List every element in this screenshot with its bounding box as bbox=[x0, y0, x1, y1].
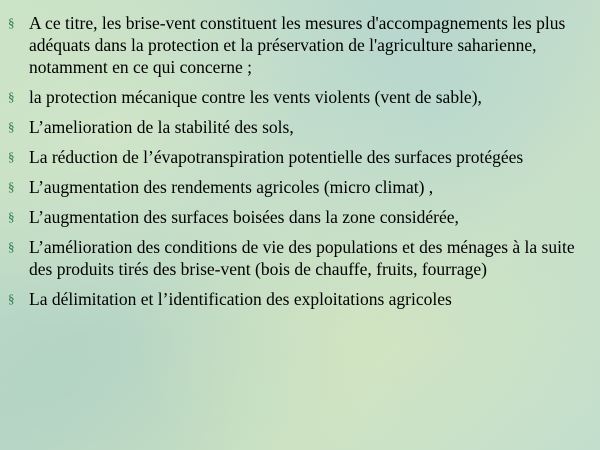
section-sign-bullet-icon: § bbox=[8, 15, 15, 30]
list-item-text: L’augmentation des rendements agricoles (micro climat) , bbox=[29, 177, 434, 197]
bullet-list bbox=[8, 12, 593, 318]
list-item-text: la protection mécanique contre les vents violents (vent de sable), bbox=[29, 87, 482, 107]
section-sign-bullet-icon: § bbox=[8, 149, 15, 164]
list-item bbox=[8, 288, 593, 310]
list-item bbox=[8, 236, 593, 280]
list-item-text: A ce titre, les brise-vent constituent les mesures d'accompagnements les plus adéquats dans la protection et la préservation de l'agriculture saharienne, notamment en ce qui concerne ; bbox=[29, 13, 566, 77]
list-item bbox=[8, 86, 593, 108]
section-sign-bullet-icon: § bbox=[8, 179, 15, 194]
list-item-text: La délimitation et l’identification des exploitations agricoles bbox=[29, 289, 452, 309]
section-sign-bullet-icon: § bbox=[8, 239, 15, 254]
list-item-text: L’amelioration de la stabilité des sols, bbox=[29, 117, 294, 137]
section-sign-bullet-icon: § bbox=[8, 209, 15, 224]
list-item bbox=[8, 116, 593, 138]
list-item bbox=[8, 12, 593, 78]
section-sign-bullet-icon: § bbox=[8, 119, 15, 134]
section-sign-bullet-icon: § bbox=[8, 89, 15, 104]
list-item bbox=[8, 146, 593, 168]
list-item-text: L’amélioration des conditions de vie des populations et des ménages à la suite des produits tirés des brise-vent (bois de chauffe, fruits, fourrage) bbox=[29, 237, 575, 279]
list-item bbox=[8, 206, 593, 228]
list-item-text: La réduction de l’évapotranspiration potentielle des surfaces protégées bbox=[29, 147, 524, 167]
list-item-text: L’augmentation des surfaces boisées dans la zone considérée, bbox=[29, 207, 459, 227]
section-sign-bullet-icon: § bbox=[8, 291, 15, 306]
list-item bbox=[8, 176, 593, 198]
